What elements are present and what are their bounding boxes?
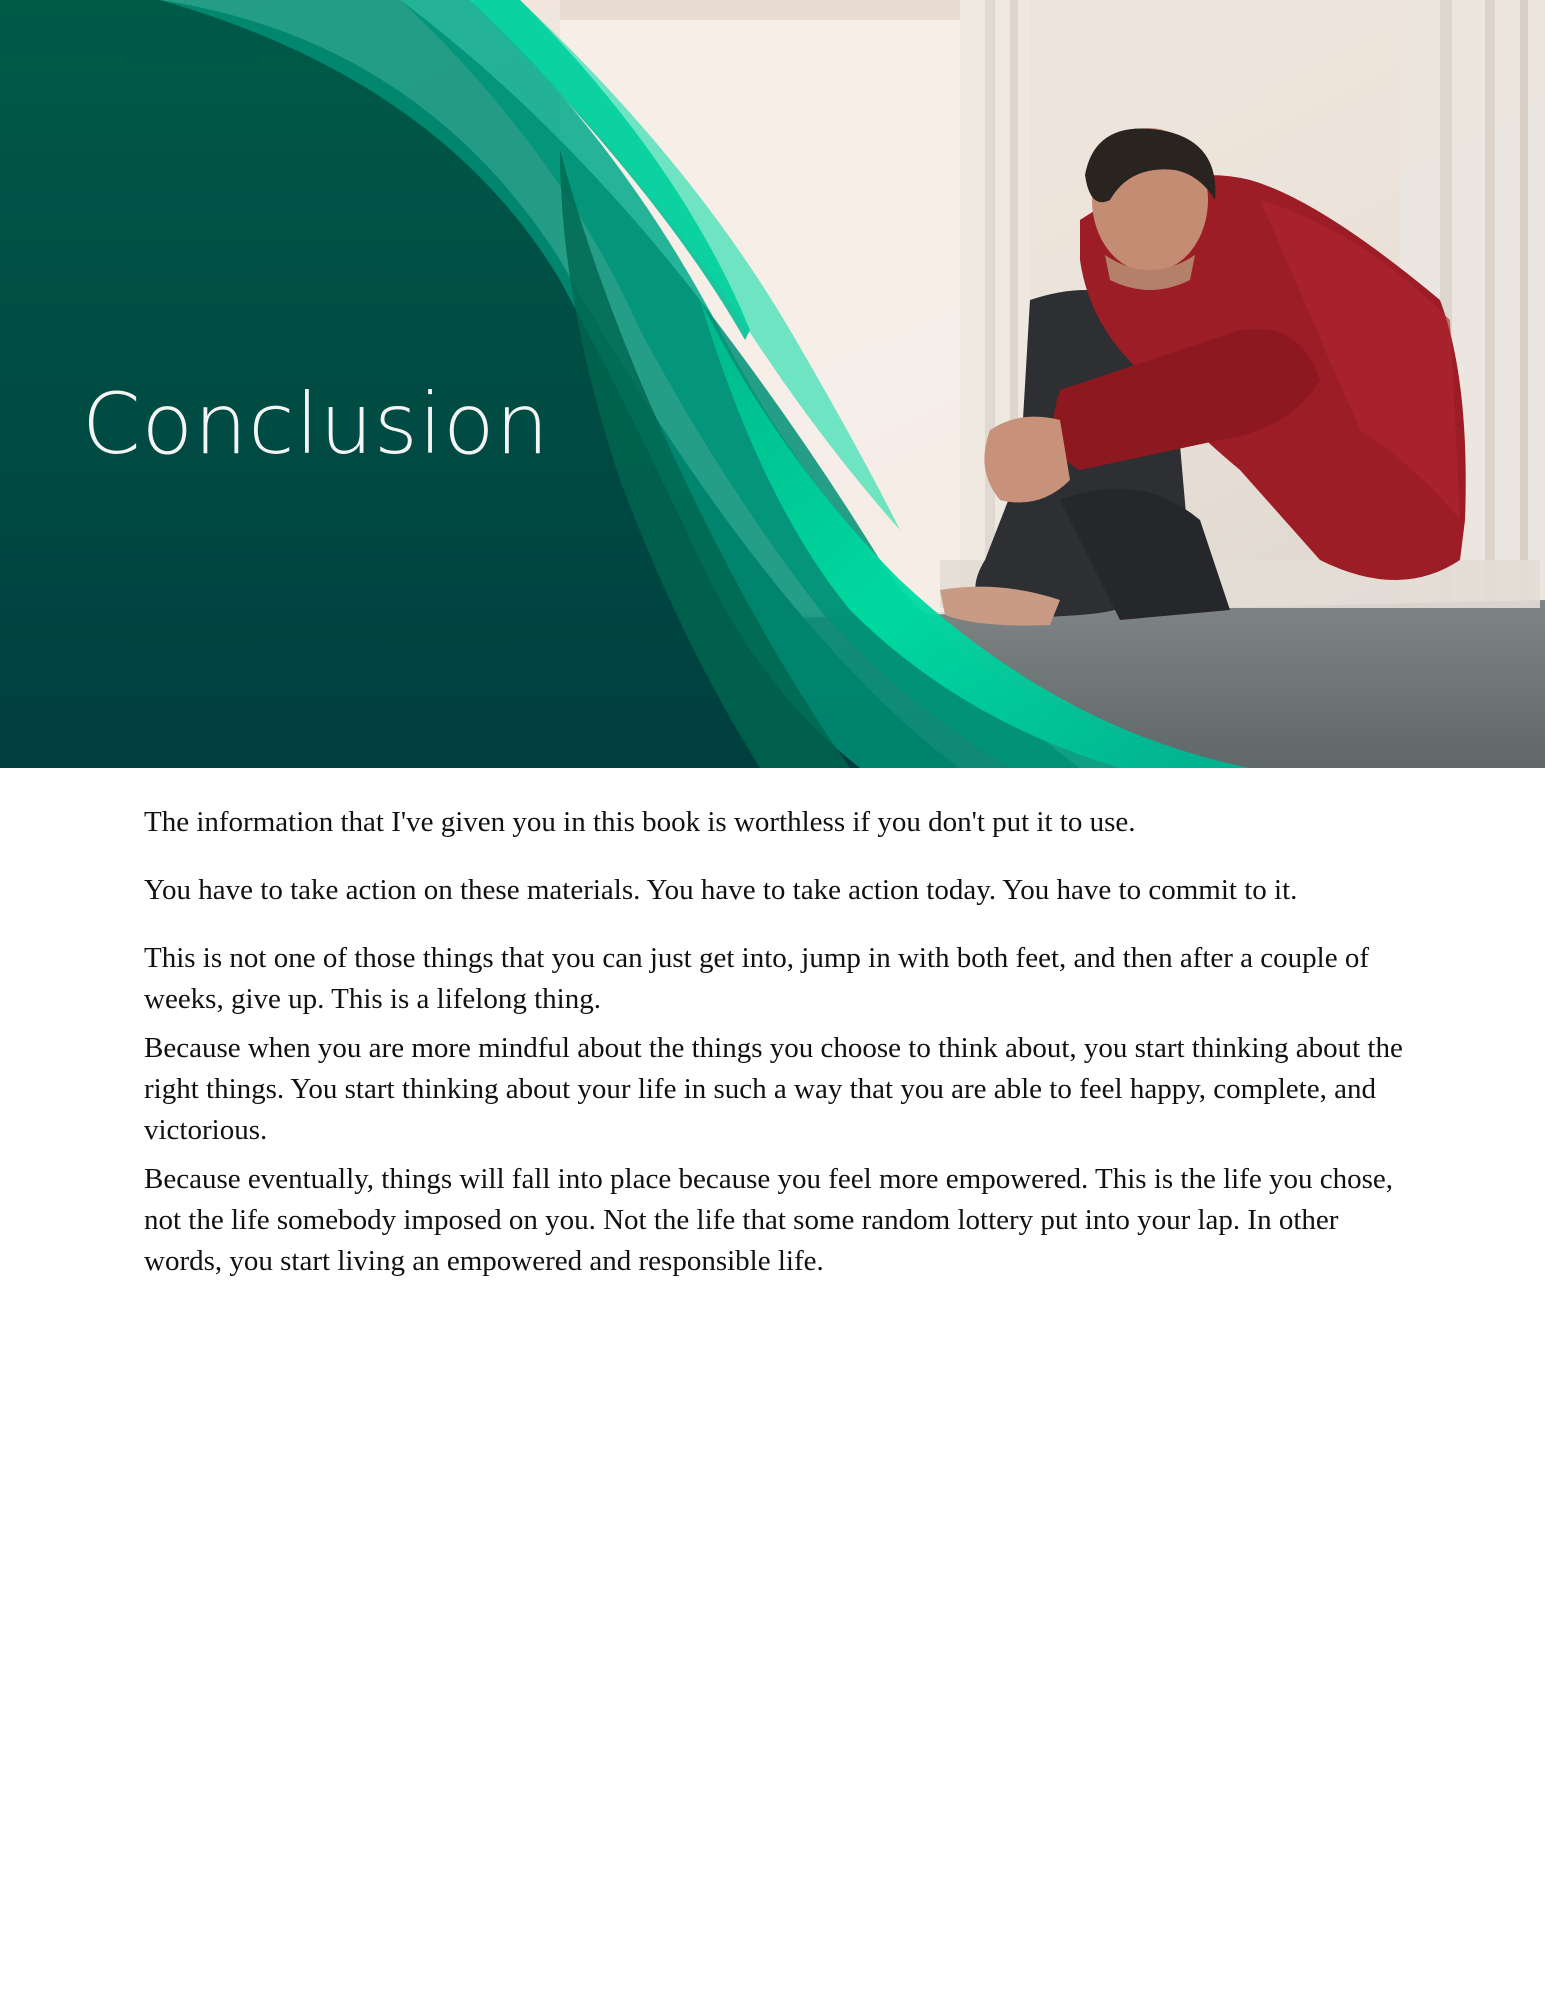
paragraph-3: This is not one of those things that you can just get into, jump in with both feet, and then after a couple of weeks, give up. This is a lifelong thing. [144, 942, 1370, 1015]
hero-banner [0, 0, 1545, 768]
paragraph-1: The information that I've given you in this book is worthless if you don't put it to use. [144, 806, 1136, 838]
paragraph-5: Because eventually, things will fall into place because you feel more empowered. This is the life you chose, not the life somebody imposed on you. Not the life that some random lottery put into your lap. In other words, you start living an empowered and responsible life. [144, 1163, 1394, 1277]
page-title: Conclusion [82, 375, 550, 473]
paragraph-2: You have to take action on these materials. You have to take action today. You have to commit to it. [144, 874, 1298, 906]
paragraph-4: Because when you are more mindful about the things you choose to think about, you start thinking about the right things. You start thinking about your life in such a way that you are able to feel happy, complete, and victorious. [144, 1032, 1403, 1146]
